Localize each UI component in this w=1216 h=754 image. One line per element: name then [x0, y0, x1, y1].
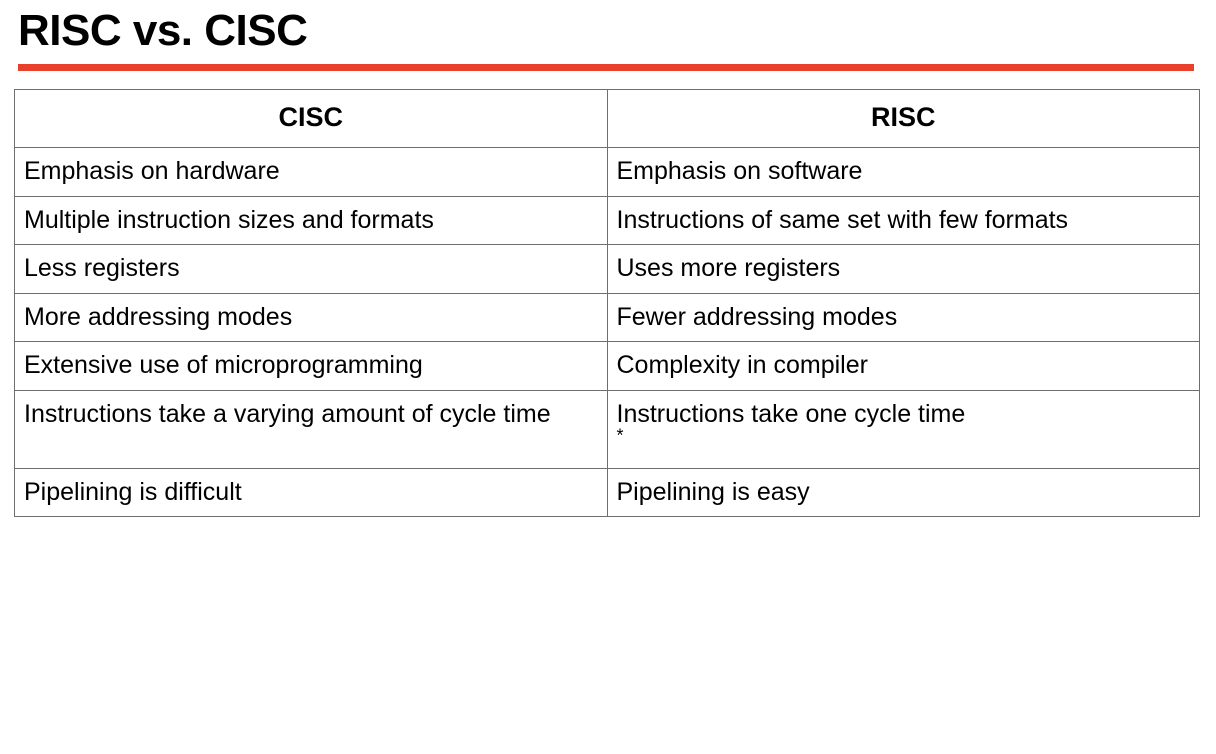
- column-header-cisc: CISC: [15, 90, 608, 148]
- cell-text: More addressing modes: [24, 302, 293, 331]
- cell-cisc: [15, 293, 608, 342]
- table-row: [15, 342, 1200, 391]
- cell-cisc: [15, 468, 608, 517]
- cell-cisc: [15, 196, 608, 245]
- cell-risc: [607, 293, 1200, 342]
- table-header-row: [15, 90, 1200, 148]
- table-row: [15, 245, 1200, 294]
- cell-text: Instructions of same set with few formats: [616, 205, 1069, 234]
- cell-risc: [607, 148, 1200, 197]
- cell-text: Pipelining is easy: [616, 477, 810, 506]
- table-row: [15, 293, 1200, 342]
- cell-risc: [607, 342, 1200, 391]
- cell-text: Emphasis on hardware: [24, 157, 280, 186]
- footnote-asterisk: *: [616, 425, 624, 446]
- table-row: [15, 390, 1200, 468]
- cell-text: Extensive use of microprogramming: [24, 351, 423, 380]
- cell-text: Emphasis on software: [616, 157, 863, 186]
- cell-text: Complexity in compiler: [616, 351, 868, 380]
- risc-cisc-comparison-table: [14, 89, 1200, 517]
- cell-cisc: [15, 390, 608, 468]
- table-row: [15, 196, 1200, 245]
- cell-text: Multiple instruction sizes and formats: [24, 205, 434, 234]
- cell-risc: [607, 245, 1200, 294]
- page-title: RISC vs. CISC: [18, 6, 308, 55]
- cell-text: Uses more registers: [616, 254, 841, 283]
- column-header-risc: RISC: [607, 90, 1200, 148]
- cell-text: Fewer addressing modes: [616, 302, 898, 331]
- title-underline-rule: [18, 64, 1194, 71]
- table-row: [15, 468, 1200, 517]
- cell-text: Instructions take one cycle time: [616, 399, 966, 428]
- cell-cisc: [15, 148, 608, 197]
- comparison-table-container: [14, 89, 1200, 517]
- cell-text: Instructions take a varying amount of cycle time: [24, 399, 551, 428]
- cell-text: Pipelining is difficult: [24, 477, 242, 506]
- cell-text: Less registers: [24, 254, 180, 283]
- cell-cisc: [15, 342, 608, 391]
- table-row: [15, 148, 1200, 197]
- cell-cisc: [15, 245, 608, 294]
- cell-risc: [607, 390, 1200, 468]
- cell-risc: [607, 196, 1200, 245]
- cell-risc: [607, 468, 1200, 517]
- table-body: [15, 148, 1200, 517]
